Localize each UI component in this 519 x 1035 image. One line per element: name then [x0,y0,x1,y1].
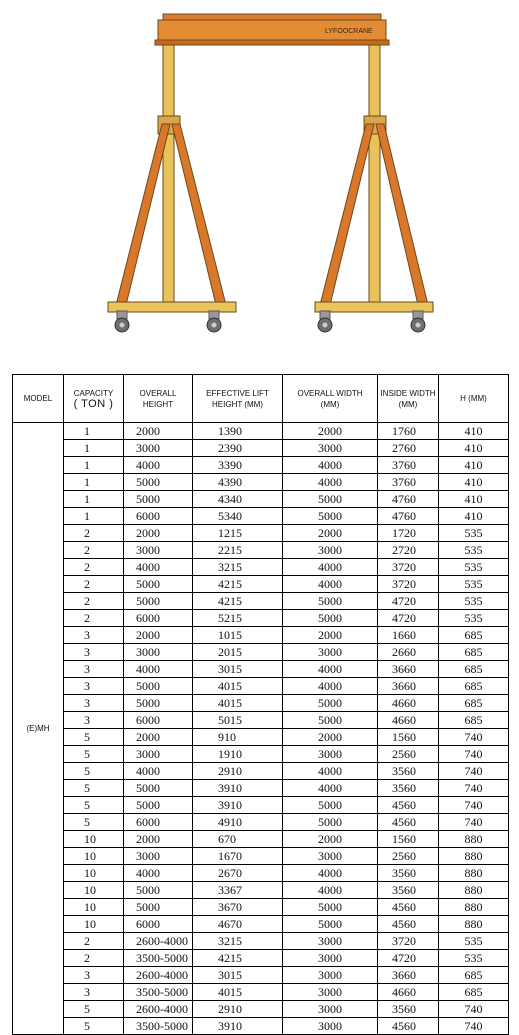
h-cell: 535 [439,525,509,542]
overall-width-cell: 3000 [283,1018,378,1035]
h-cell: 410 [439,423,509,440]
h-cell: 685 [439,627,509,644]
overall-width-cell: 5000 [283,712,378,729]
effective-lift-cell: 4015 [193,695,283,712]
h-cell: 880 [439,899,509,916]
h-cell: 880 [439,848,509,865]
table-row [13,763,509,780]
header-effective-lift [193,375,283,423]
inside-width-cell: 4560 [378,1018,439,1035]
h-cell: 740 [439,729,509,746]
effective-lift-cell: 3910 [193,797,283,814]
overall-height-cell: 5000 [124,797,193,814]
table-row [13,542,509,559]
header-overall-width-line2: (MM) [320,399,340,409]
inside-width-cell: 3560 [378,865,439,882]
brand-text: LYFOOCRANE [325,28,373,35]
overall-width-cell: 3000 [283,644,378,661]
overall-width-cell: 2000 [283,423,378,440]
effective-lift-cell: 3910 [193,780,283,797]
effective-lift-cell: 1015 [193,627,283,644]
table-row [13,967,509,984]
capacity-cell: 2 [64,933,124,950]
table-row [13,457,509,474]
inside-width-cell: 2760 [378,440,439,457]
overall-height-cell: 5000 [124,678,193,695]
table-row [13,780,509,797]
effective-lift-cell: 910 [193,729,283,746]
effective-lift-cell: 4215 [193,950,283,967]
overall-width-cell: 2000 [283,525,378,542]
effective-lift-cell: 2390 [193,440,283,457]
overall-width-cell: 4000 [283,882,378,899]
overall-height-cell: 5000 [124,882,193,899]
header-effective-lift-line2: HEIGHT (MM) [212,399,263,409]
h-cell: 740 [439,746,509,763]
overall-width-cell: 4000 [283,678,378,695]
effective-lift-cell: 4215 [193,576,283,593]
inside-width-cell: 3760 [378,457,439,474]
effective-lift-cell: 1390 [193,423,283,440]
capacity-cell: 3 [64,712,124,729]
h-cell: 740 [439,1018,509,1035]
effective-lift-cell: 2910 [193,763,283,780]
gantry-crane-illustration [0,0,519,345]
capacity-cell: 3 [64,627,124,644]
h-cell: 685 [439,967,509,984]
overall-width-cell: 4000 [283,865,378,882]
effective-lift-cell: 2215 [193,542,283,559]
table-row [13,593,509,610]
overall-height-cell: 5000 [124,474,193,491]
inside-width-cell: 4560 [378,797,439,814]
overall-width-cell: 3000 [283,848,378,865]
overall-height-cell: 2600-4000 [124,933,193,950]
overall-height-cell: 2000 [124,729,193,746]
inside-width-cell: 4760 [378,491,439,508]
inside-width-cell: 4660 [378,984,439,1001]
capacity-cell: 10 [64,831,124,848]
table-row [13,865,509,882]
capacity-cell: 10 [64,848,124,865]
overall-width-cell: 2000 [283,729,378,746]
inside-width-cell: 3760 [378,474,439,491]
capacity-cell: 3 [64,984,124,1001]
table-row [13,814,509,831]
overall-width-cell: 2000 [283,627,378,644]
inside-width-cell: 3560 [378,1001,439,1018]
capacity-cell: 1 [64,457,124,474]
table-row [13,950,509,967]
overall-width-cell: 5000 [283,916,378,933]
overall-height-cell: 3000 [124,644,193,661]
overall-height-cell: 2000 [124,423,193,440]
h-cell: 535 [439,593,509,610]
header-h [439,375,509,423]
h-cell: 410 [439,474,509,491]
overall-width-cell: 4000 [283,474,378,491]
header-row [13,375,509,423]
overall-height-cell: 3000 [124,440,193,457]
table-row [13,610,509,627]
effective-lift-cell: 3215 [193,933,283,950]
capacity-cell: 5 [64,729,124,746]
overall-height-cell: 6000 [124,916,193,933]
overall-width-cell: 5000 [283,593,378,610]
overall-width-cell: 3000 [283,950,378,967]
effective-lift-cell: 3367 [193,882,283,899]
header-inside-width-line1: INSIDE WIDTH [380,388,436,398]
specification-table [12,374,509,1035]
right-wheel-1-hub [323,323,328,328]
capacity-cell: 3 [64,695,124,712]
header-overall-height-line1: OVERALL [139,388,177,398]
table-row [13,627,509,644]
h-cell: 740 [439,814,509,831]
inside-width-cell: 4560 [378,814,439,831]
header-overall-height-line2: HEIGHT [142,399,174,409]
header-capacity-line2: ( TON ) [73,397,114,410]
capacity-cell: 5 [64,746,124,763]
capacity-cell: 5 [64,780,124,797]
effective-lift-cell: 1910 [193,746,283,763]
table-row [13,916,509,933]
capacity-cell: 3 [64,967,124,984]
overall-height-cell: 6000 [124,508,193,525]
overall-height-cell: 6000 [124,712,193,729]
effective-lift-cell: 2670 [193,865,283,882]
inside-width-cell: 4560 [378,916,439,933]
table-header [13,375,509,423]
effective-lift-cell: 3670 [193,899,283,916]
inside-width-cell: 3720 [378,559,439,576]
overall-height-cell: 4000 [124,457,193,474]
h-cell: 535 [439,610,509,627]
header-overall-width [283,375,378,423]
beam-bottom-flange [155,40,389,45]
overall-height-cell: 6000 [124,610,193,627]
inside-width-cell: 3660 [378,661,439,678]
table-row [13,678,509,695]
overall-width-cell: 5000 [283,508,378,525]
effective-lift-cell: 4015 [193,678,283,695]
overall-height-cell: 4000 [124,865,193,882]
header-overall-width-line1: OVERALL WIDTH [297,388,363,398]
h-cell: 535 [439,559,509,576]
h-cell: 410 [439,491,509,508]
effective-lift-cell: 5215 [193,610,283,627]
h-cell: 740 [439,797,509,814]
effective-lift-cell: 3390 [193,457,283,474]
h-cell: 740 [439,1001,509,1018]
inside-width-cell: 1660 [378,627,439,644]
capacity-cell: 1 [64,508,124,525]
effective-lift-cell: 3910 [193,1018,283,1035]
table-row [13,729,509,746]
table-row [13,661,509,678]
overall-width-cell: 5000 [283,899,378,916]
h-cell: 410 [439,457,509,474]
overall-width-cell: 5000 [283,797,378,814]
effective-lift-cell: 2015 [193,644,283,661]
effective-lift-cell: 4670 [193,916,283,933]
overall-height-cell: 3000 [124,848,193,865]
header-model [13,375,64,423]
table-row [13,644,509,661]
overall-height-cell: 5000 [124,899,193,916]
capacity-cell: 5 [64,1018,124,1035]
overall-width-cell: 5000 [283,491,378,508]
capacity-cell: 1 [64,440,124,457]
header-h-text: H (MM) [460,394,487,403]
effective-lift-cell: 3015 [193,661,283,678]
overall-height-cell: 5000 [124,593,193,610]
left-wheel-1-hub [120,323,125,328]
right-leg-assembly [315,45,433,332]
table-row [13,1018,509,1035]
overall-width-cell: 2000 [283,831,378,848]
table-body [13,423,509,1035]
overall-width-cell: 5000 [283,814,378,831]
overall-width-cell: 5000 [283,610,378,627]
header-capacity-line1: CAPACITY [73,388,114,398]
h-cell: 535 [439,576,509,593]
overall-height-cell: 4000 [124,661,193,678]
overall-height-cell: 2000 [124,627,193,644]
h-cell: 880 [439,916,509,933]
table-row [13,848,509,865]
capacity-cell: 1 [64,423,124,440]
header-overall-height [124,375,193,423]
table-row [13,831,509,848]
overall-height-cell: 3000 [124,746,193,763]
h-cell: 880 [439,882,509,899]
capacity-cell: 2 [64,593,124,610]
h-cell: 880 [439,831,509,848]
effective-lift-cell: 4015 [193,984,283,1001]
h-cell: 685 [439,678,509,695]
table-row [13,984,509,1001]
capacity-cell: 10 [64,865,124,882]
table-row [13,525,509,542]
effective-lift-cell: 3215 [193,559,283,576]
inside-width-cell: 1720 [378,525,439,542]
effective-lift-cell: 4215 [193,593,283,610]
overall-height-cell: 3500-5000 [124,950,193,967]
inside-width-cell: 3660 [378,678,439,695]
capacity-cell: 2 [64,610,124,627]
inside-width-cell: 4720 [378,950,439,967]
inside-width-cell: 3660 [378,967,439,984]
right-wheel-2-hub [416,323,421,328]
overall-height-cell: 5000 [124,576,193,593]
inside-width-cell: 3560 [378,763,439,780]
capacity-cell: 5 [64,1001,124,1018]
h-cell: 685 [439,695,509,712]
left-wheel-2-hub [212,323,217,328]
beam-top-rail [163,14,381,20]
overall-width-cell: 3000 [283,1001,378,1018]
inside-width-cell: 4560 [378,899,439,916]
inside-width-cell: 4660 [378,695,439,712]
h-cell: 685 [439,661,509,678]
table-row [13,1001,509,1018]
overall-height-cell: 5000 [124,780,193,797]
overall-height-cell: 3500-5000 [124,984,193,1001]
overall-height-cell: 2600-4000 [124,967,193,984]
effective-lift-cell: 4910 [193,814,283,831]
overall-height-cell: 5000 [124,491,193,508]
header-effective-lift-line1: EFFECTIVE LIFT [206,388,269,398]
overall-width-cell: 3000 [283,440,378,457]
h-cell: 880 [439,865,509,882]
overall-width-cell: 3000 [283,967,378,984]
capacity-cell: 5 [64,814,124,831]
effective-lift-cell: 4390 [193,474,283,491]
inside-width-cell: 3560 [378,882,439,899]
capacity-cell: 10 [64,899,124,916]
capacity-cell: 2 [64,525,124,542]
header-model-text: MODEL [23,394,53,403]
overall-width-cell: 3000 [283,933,378,950]
capacity-cell: 5 [64,763,124,780]
table-row [13,899,509,916]
h-cell: 685 [439,984,509,1001]
capacity-cell: 1 [64,491,124,508]
inside-width-cell: 1760 [378,423,439,440]
table-row [13,559,509,576]
inside-width-cell: 4720 [378,593,439,610]
effective-lift-cell: 3015 [193,967,283,984]
inside-width-cell: 3720 [378,576,439,593]
h-cell: 685 [439,644,509,661]
overall-height-cell: 2600-4000 [124,1001,193,1018]
capacity-cell: 10 [64,882,124,899]
h-cell: 740 [439,763,509,780]
table-row [13,423,509,440]
inside-width-cell: 4720 [378,610,439,627]
capacity-cell: 2 [64,576,124,593]
effective-lift-cell: 1670 [193,848,283,865]
capacity-cell: 10 [64,916,124,933]
inside-width-cell: 1560 [378,831,439,848]
table-row [13,797,509,814]
overall-width-cell: 3000 [283,542,378,559]
h-cell: 535 [439,933,509,950]
overall-height-cell: 5000 [124,695,193,712]
h-cell: 410 [439,508,509,525]
table-row [13,508,509,525]
left-leg-assembly [108,45,236,332]
model-cell: (E)MH [13,423,64,1035]
overall-height-cell: 4000 [124,559,193,576]
h-cell: 740 [439,780,509,797]
overall-width-cell: 4000 [283,780,378,797]
overall-width-cell: 4000 [283,559,378,576]
inside-width-cell: 2660 [378,644,439,661]
table-row [13,440,509,457]
left-brace-inner [172,124,226,305]
table-row [13,576,509,593]
capacity-cell: 2 [64,542,124,559]
header-inside-width-line2: (MM) [398,399,418,409]
overall-width-cell: 4000 [283,457,378,474]
effective-lift-cell: 1215 [193,525,283,542]
inside-width-cell: 2560 [378,746,439,763]
overall-height-cell: 6000 [124,814,193,831]
inside-width-cell: 4760 [378,508,439,525]
right-brace-inner [376,124,428,305]
overall-width-cell: 4000 [283,763,378,780]
h-cell: 685 [439,712,509,729]
overall-height-cell: 2000 [124,525,193,542]
effective-lift-cell: 4340 [193,491,283,508]
overall-height-cell: 4000 [124,763,193,780]
overall-height-cell: 2000 [124,831,193,848]
inside-width-cell: 3560 [378,780,439,797]
table-row [13,746,509,763]
header-capacity [64,375,124,423]
right-brace-outer [320,124,374,305]
h-cell: 535 [439,542,509,559]
capacity-cell: 3 [64,661,124,678]
table-row [13,695,509,712]
inside-width-cell: 4660 [378,712,439,729]
capacity-cell: 1 [64,474,124,491]
capacity-cell: 2 [64,559,124,576]
effective-lift-cell: 5340 [193,508,283,525]
overall-height-cell: 3000 [124,542,193,559]
overall-width-cell: 3000 [283,984,378,1001]
inside-width-cell: 1560 [378,729,439,746]
overall-width-cell: 4000 [283,576,378,593]
capacity-cell: 3 [64,678,124,695]
overall-width-cell: 3000 [283,746,378,763]
table-row [13,474,509,491]
h-cell: 535 [439,950,509,967]
overall-width-cell: 4000 [283,661,378,678]
right-leg [369,45,380,310]
table-row [13,712,509,729]
inside-width-cell: 3720 [378,933,439,950]
overall-width-cell: 5000 [283,695,378,712]
table-row [13,491,509,508]
inside-width-cell: 2560 [378,848,439,865]
effective-lift-cell: 5015 [193,712,283,729]
header-inside-width [378,375,439,423]
capacity-cell: 5 [64,797,124,814]
inside-width-cell: 2720 [378,542,439,559]
left-leg [163,45,174,310]
table-row [13,882,509,899]
capacity-cell: 2 [64,950,124,967]
left-brace-outer [116,124,170,305]
overall-height-cell: 3500-5000 [124,1018,193,1035]
capacity-cell: 3 [64,644,124,661]
effective-lift-cell: 2910 [193,1001,283,1018]
h-cell: 410 [439,440,509,457]
effective-lift-cell: 670 [193,831,283,848]
table-row [13,933,509,950]
